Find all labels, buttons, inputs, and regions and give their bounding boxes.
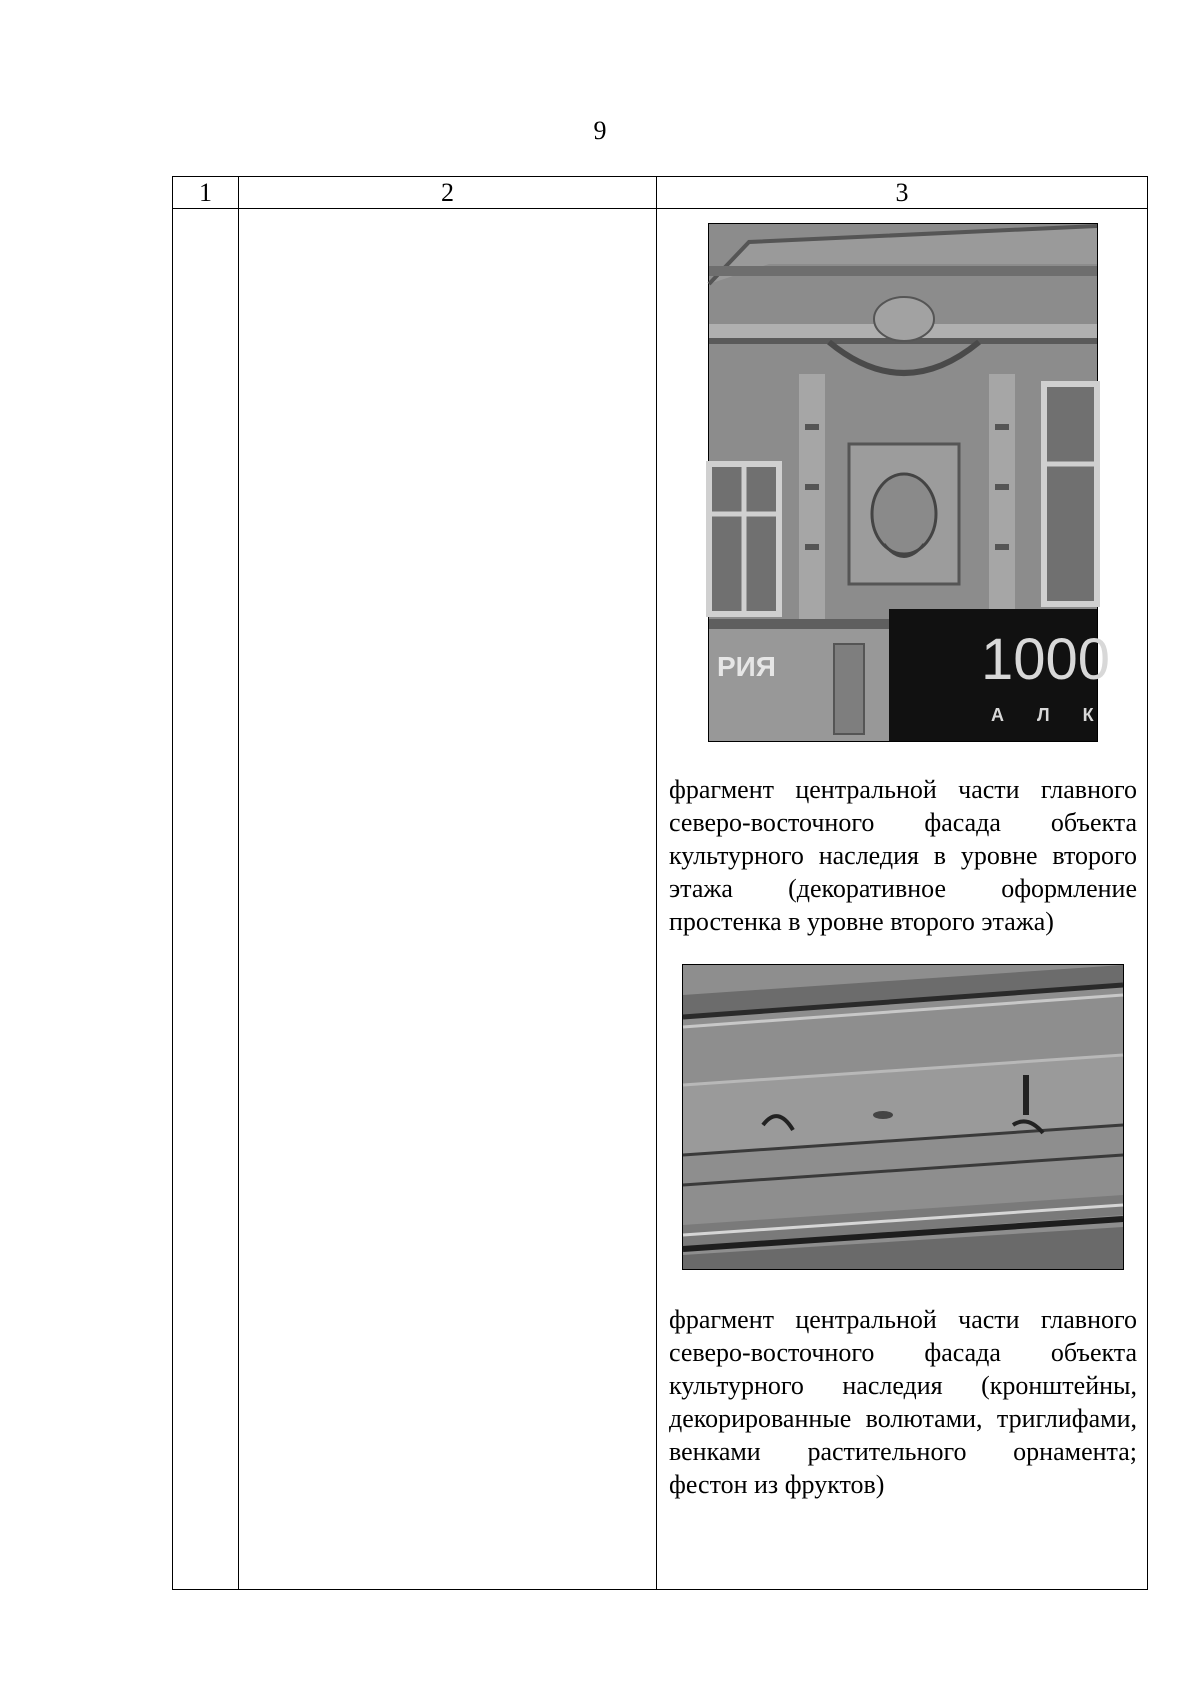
table-row: [173, 209, 1148, 1590]
page-number: 9: [593, 116, 607, 145]
column-header-3: 3: [657, 177, 1148, 209]
photo-caption-1: фрагмент центральной части главного северо-восточного фасада объекта культурного наследия в уровне второго этажа (декоративное оформление простенка в уровне второго этажа): [669, 775, 1137, 936]
cell-col2: [239, 209, 657, 1590]
photo-caption-2: фрагмент центральной части главного северо-восточного фасада объекта культурного наследия (кронштейны, декорированные волютами, триглифами, венками растительного орнамента; фестон из фруктов): [669, 1305, 1137, 1499]
sign-text-left: РИЯ: [717, 651, 776, 682]
column-header-2: 2: [239, 177, 657, 209]
table-header-row: [173, 177, 1148, 209]
sign-text-right-bottom: А Л К: [991, 705, 1108, 725]
document-table: [172, 176, 1148, 1590]
column-header-1: 1: [173, 177, 239, 209]
facade-photo-second-floor: [708, 223, 1111, 742]
facade-photo-brackets: [682, 964, 1124, 1270]
cell-col3: [657, 209, 1148, 1590]
sign-text-right-top: 1000: [981, 627, 1111, 692]
cell-col1: [173, 209, 239, 1590]
